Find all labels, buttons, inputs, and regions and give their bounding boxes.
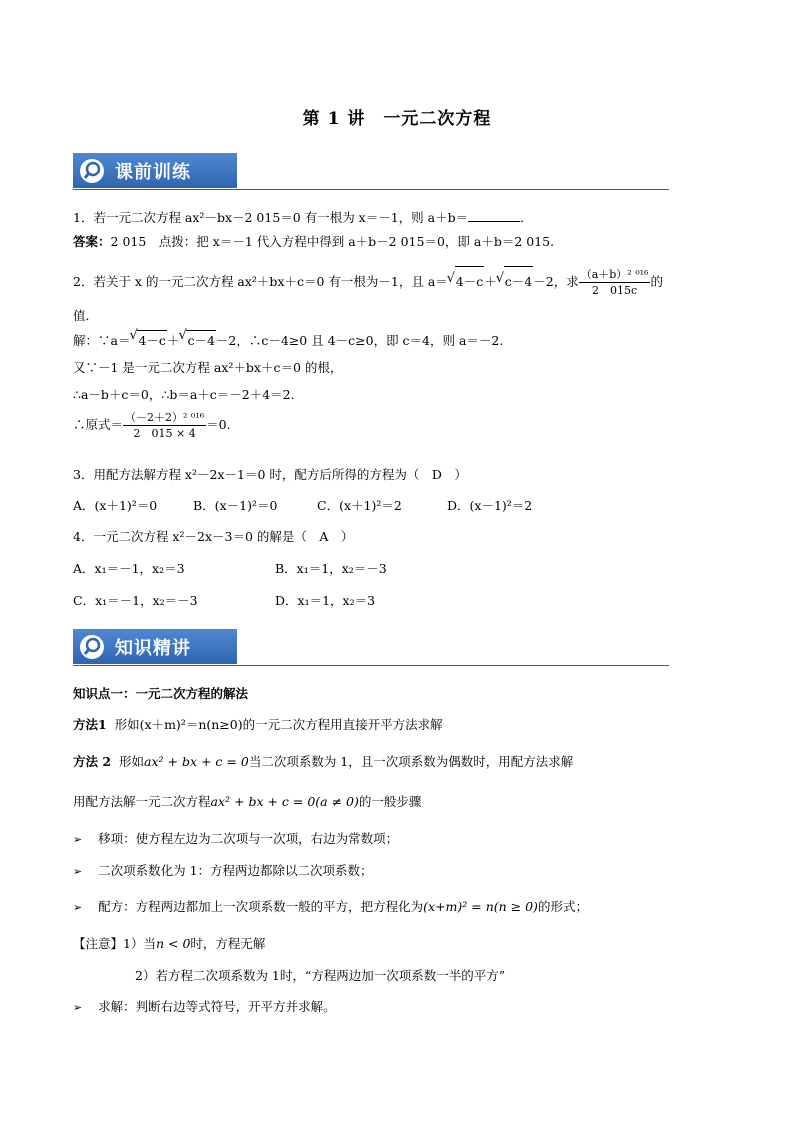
method-text: 形如(x＋m)²＝n(n≥0)的一元二次方程用直接开平方法求解 <box>114 717 443 732</box>
intro-text: 用配方法解一元二次方程 <box>73 794 211 809</box>
bullet-item <box>73 997 336 1015</box>
question-4: 4．一元二次方程 x²－2x－3＝0 的解是（ A ） <box>73 529 354 544</box>
question-1 <box>73 208 533 226</box>
formula: ax² + bx + c = 0(a ≠ 0) <box>210 794 359 809</box>
bullet-text: 配方：方程两边都加上一次项系数一般的平方，把方程化为 <box>98 899 424 914</box>
option-c: C．x₁＝－1，x₂＝－3 <box>73 593 198 608</box>
bullet-item <box>73 897 588 915</box>
bullet-item <box>73 829 398 847</box>
solution-text: ∴原式＝ <box>73 417 124 432</box>
method-2 <box>73 752 573 770</box>
note-line-1 <box>73 934 265 952</box>
answer-blank <box>468 209 520 222</box>
formula: ax² + bx + c = 0 <box>144 754 249 769</box>
note-text: 【注意】1）当 <box>73 936 156 951</box>
answer-label: 答案： <box>73 234 111 249</box>
knowledge-point-heading: 知识点一：一元二次方程的解法 <box>73 686 249 701</box>
option-b: B．(x－1)²＝0 <box>193 498 278 513</box>
steps-intro <box>73 792 421 810</box>
method-label: 方法1 <box>73 717 107 732</box>
question-2-line2: 值． <box>73 308 99 323</box>
question-text: 1．若一元二次方程 ax²－bx－2 015＝0 有一根为 x＝－1，则 a＋b＝ <box>73 210 469 225</box>
option-b: B．x₁＝1，x₂＝－3 <box>275 561 387 576</box>
solution-line-1 <box>73 330 503 349</box>
solution-text: 解：∵a＝ <box>73 333 131 348</box>
solution-text: ＋ <box>166 333 180 348</box>
solution-line-4 <box>73 408 231 442</box>
page-title: 第 1 讲 一元二次方程 <box>302 109 492 129</box>
fraction <box>123 410 206 441</box>
method-1 <box>73 715 443 733</box>
note-text: 时，方程无解 <box>190 936 266 951</box>
bullet-text: 移项：使方程左边为二次项与一次项，右边为常数项； <box>98 831 399 846</box>
option-d: D．(x－1)²＝2 <box>447 498 533 513</box>
formula: n < 0 <box>155 936 191 951</box>
question-text: ． <box>520 210 533 225</box>
question-text: 的 <box>650 274 663 289</box>
solution-text: －2，∴c－4≥0 且 4－c≥0，即 c＝4，则 a＝－2. <box>215 333 504 348</box>
method-label: 方法 2 <box>73 754 112 769</box>
option-a: A．x₁＝－1，x₂＝3 <box>73 561 185 576</box>
arrow-bullet-icon: ➢ <box>73 901 83 914</box>
section-divider <box>73 665 669 666</box>
answer-text: 2 015 点拨：把 x＝－1 代入方程中得到 a＋b－2 015＝0，即 a＋b＝2 015. <box>110 234 555 249</box>
question-3: 3．用配方法解方程 x²－2x－1＝0 时，配方后所得的方程为（ D ） <box>73 467 467 482</box>
method-text: 形如 <box>119 754 145 769</box>
solution-text: ＝0. <box>206 417 231 432</box>
fraction-denominator: 2 015c <box>592 284 638 297</box>
bullet-text: 求解：判断右边等式符号，开平方并求解。 <box>98 999 336 1014</box>
fraction-denominator: 2 015 × 4 <box>133 427 196 440</box>
option-d: D．x₁＝1，x₂＝3 <box>275 593 376 608</box>
question-text: －2，求 <box>533 274 579 289</box>
sqrt-expression: √ 4－c <box>455 266 484 297</box>
bullet-item <box>73 861 373 879</box>
section-banner-pre-training <box>73 153 237 188</box>
section-title: 课前训练 <box>115 162 191 183</box>
method-text: 当二次项系数为 1，且一次项系数为偶数时，用配方法求解 <box>248 754 574 769</box>
note-line-2: 2）若方程二次项系数为 1时，“方程两边加一次项系数一半的平方” <box>135 968 506 983</box>
question-text: ＋ <box>484 274 497 289</box>
bullet-text: 二次项系数化为 1：方程两边都除以二次项系数； <box>98 863 373 878</box>
solution-line-2: 又∵－1 是一元二次方程 ax²＋bx＋c＝0 的根， <box>73 360 343 375</box>
question-2 <box>73 266 663 296</box>
formula: (x+m)² = n(n ≥ 0) <box>423 899 538 914</box>
option-c: C．(x＋1)²＝2 <box>317 498 402 513</box>
fraction-numerator: （－2＋2）² ⁰¹⁶ <box>125 411 205 424</box>
section-title: 知识精讲 <box>115 638 191 659</box>
magnifier-icon <box>79 634 105 660</box>
sqrt-expression: √ c－4 <box>504 266 533 297</box>
section-divider <box>73 189 669 190</box>
arrow-bullet-icon: ➢ <box>73 833 83 846</box>
bullet-text: 的形式； <box>537 899 588 914</box>
arrow-bullet-icon: ➢ <box>73 865 83 878</box>
option-a: A．(x＋1)²＝0 <box>73 498 158 513</box>
solution-line-3: ∴a－b＋c＝0，∴b＝a＋c＝－2＋4＝2. <box>73 387 295 402</box>
sqrt-expression: √ c－4 <box>186 330 215 349</box>
intro-text: 的一般步骤 <box>358 794 422 809</box>
answer-1 <box>73 232 554 250</box>
magnifier-icon <box>79 158 105 184</box>
section-banner-knowledge <box>73 629 237 664</box>
sqrt-expression: √ 4－c <box>137 330 166 349</box>
fraction-numerator: （a＋b）² ⁰¹⁶ <box>580 268 649 281</box>
fraction <box>579 267 651 298</box>
arrow-bullet-icon: ➢ <box>73 1001 83 1014</box>
question-text: 2．若关于 x 的一元二次方程 ax²＋bx＋c＝0 有一根为－1，且 a＝ <box>73 274 448 289</box>
